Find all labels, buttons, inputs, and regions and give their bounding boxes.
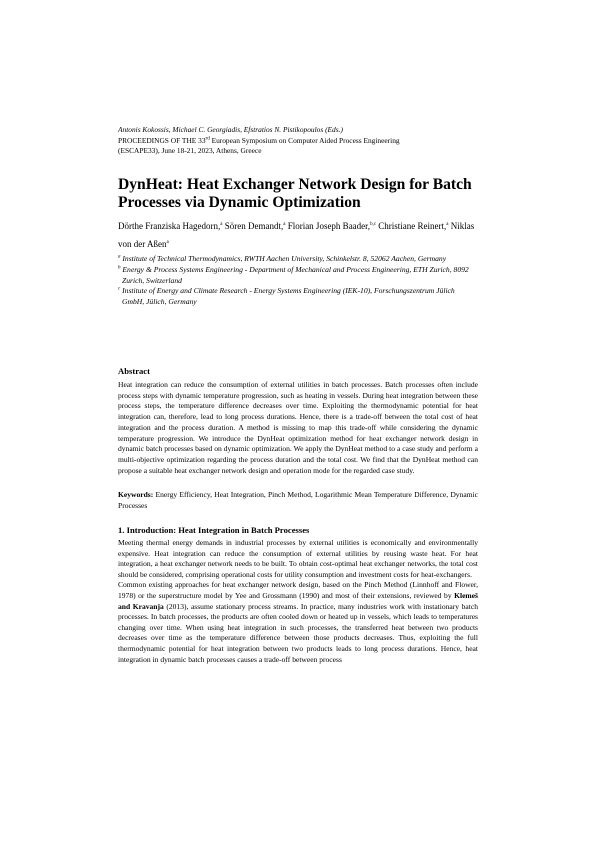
paragraph xyxy=(118,580,478,665)
section-body xyxy=(118,538,478,665)
abstract-body: Heat integration can reduce the consumption of external utilities in batch processes. Batch processes often include process steps with dynamic temperature progression, such as heating in vessels. During heat integration between these process steps, the temperature difference decreases over time. Exploiting the thermodynamic potential for heat integration can, therefore, lead to long process durations. Hence, there is a trade-off between the total cost of heat integration and the process duration. A method is missing to map this trade-off while considering the dynamic temperature progression. We introduce the DynHeat optimization method for heat exchanger network design in dynamic batch processes based on dynamic optimization. We apply the DynHeat method to a case study and perform a multi-objective optimization regarding the process duration and the total cost. We find that the DynHeat method can propose a suitable heat exchanger network design and operation mode for the regarded case study. xyxy=(118,380,478,475)
author: Christiane Reinert, xyxy=(376,221,447,231)
affiliation-mark: a xyxy=(118,254,121,260)
author-list xyxy=(118,218,478,253)
proceedings-ordinal: rd xyxy=(205,136,210,142)
proceedings-conference-pre: PROCEEDINGS OF THE 33 xyxy=(118,135,206,145)
paper-title: DynHeat: Heat Exchanger Network Design for Batch Processes via Dynamic Optimization xyxy=(118,176,472,211)
author: Dörthe Franziska Hagedorn, xyxy=(118,221,221,231)
author: Florian Joseph Baader, xyxy=(285,221,371,231)
affiliation xyxy=(118,286,478,308)
paragraph-text: Common existing approaches for heat exchanger network design, based on the Pinch Method (Linnhoff and Flower, 1978) or the superstructure model by Yee and Grossmann (1990) and most of their extensions, reviewed by xyxy=(118,580,478,600)
author: Niklas von der Aßen xyxy=(118,221,475,249)
affiliation-mark: c xyxy=(118,286,121,292)
paragraph: Meeting thermal energy demands in industrial processes by external utilities is economically and environmentally expensive. Heat integration can reduce the consumption of external utilities by reusing waste heat. For heat integration, a heat exchanger network needs to be built. To obtain cost-optimal heat exchanger networks, the total cost should be considered, comprising operational costs for utility consumption and investment costs for heat-exchangers. xyxy=(118,538,478,579)
abstract-heading: Abstract xyxy=(118,366,150,376)
affiliation-list xyxy=(118,254,478,308)
author-affiliation-mark: b,c xyxy=(370,222,377,227)
author-affiliation-mark: a xyxy=(220,222,223,227)
author-affiliation-mark: a xyxy=(166,239,169,245)
citation-link[interactable]: Klemeš and Kravanja xyxy=(118,590,478,611)
proceedings-conference-post: European Symposium on Computer Aided Process Engineering xyxy=(209,135,400,145)
affiliation-mark: b xyxy=(118,265,121,271)
paragraph-text: (2013), assume stationary process streams. In practice, many industries work with instationary batch processes. In batch processes, the products are often cooled down or heated up in vessels, which leads to temperatures changing over time. When using heat integration in such processes, the transferred heat between two products decreases over time as the temperature difference between those products decreases. Thus, exploiting the full thermodynamic potential for heat integration between two products leads to long process durations. Hence, heat integration in dynamic batch processes causes a trade-off between process xyxy=(118,601,478,664)
section-heading: 1. Introduction: Heat Integration in Batch Processes xyxy=(118,525,310,535)
proceedings-date-location: (ESCAPE33), June 18-21, 2023, Athens, Greece xyxy=(118,146,262,155)
author-affiliation-mark: a xyxy=(446,222,449,227)
proceedings-editors: Antonis Kokossis, Michael C. Georgiadis, Efstratios N. Pistikopoulos (Eds.) xyxy=(118,125,343,134)
author: Sören Demandt, xyxy=(222,221,284,231)
keywords-text: Energy Efficiency, Heat Integration, Pinch Method, Logarithmic Mean Temperature Difference, Dynamic Processes xyxy=(118,490,478,510)
author-affiliation-mark: a xyxy=(283,222,286,227)
keywords xyxy=(118,490,478,511)
affiliation xyxy=(118,254,478,265)
affiliation xyxy=(118,265,478,287)
affiliation-text: Institute of Energy and Climate Research - Energy Systems Engineering (IEK-10), Forschungszentrum Jülich GmbH, Jülich, Germany xyxy=(122,286,455,307)
affiliation-text: Institute of Technical Thermodynamics, RWTH Aachen University, Schinkelstr. 8, 52062 Aachen, Germany xyxy=(122,254,447,263)
proceedings-conference xyxy=(118,136,478,147)
affiliation-text: Energy & Process Systems Engineering - Department of Mechanical and Process Engineering, ETH Zurich, 8092 Zurich, Switzerland xyxy=(122,264,469,285)
keywords-label: Keywords: xyxy=(118,490,154,499)
proceedings-header xyxy=(118,125,478,157)
